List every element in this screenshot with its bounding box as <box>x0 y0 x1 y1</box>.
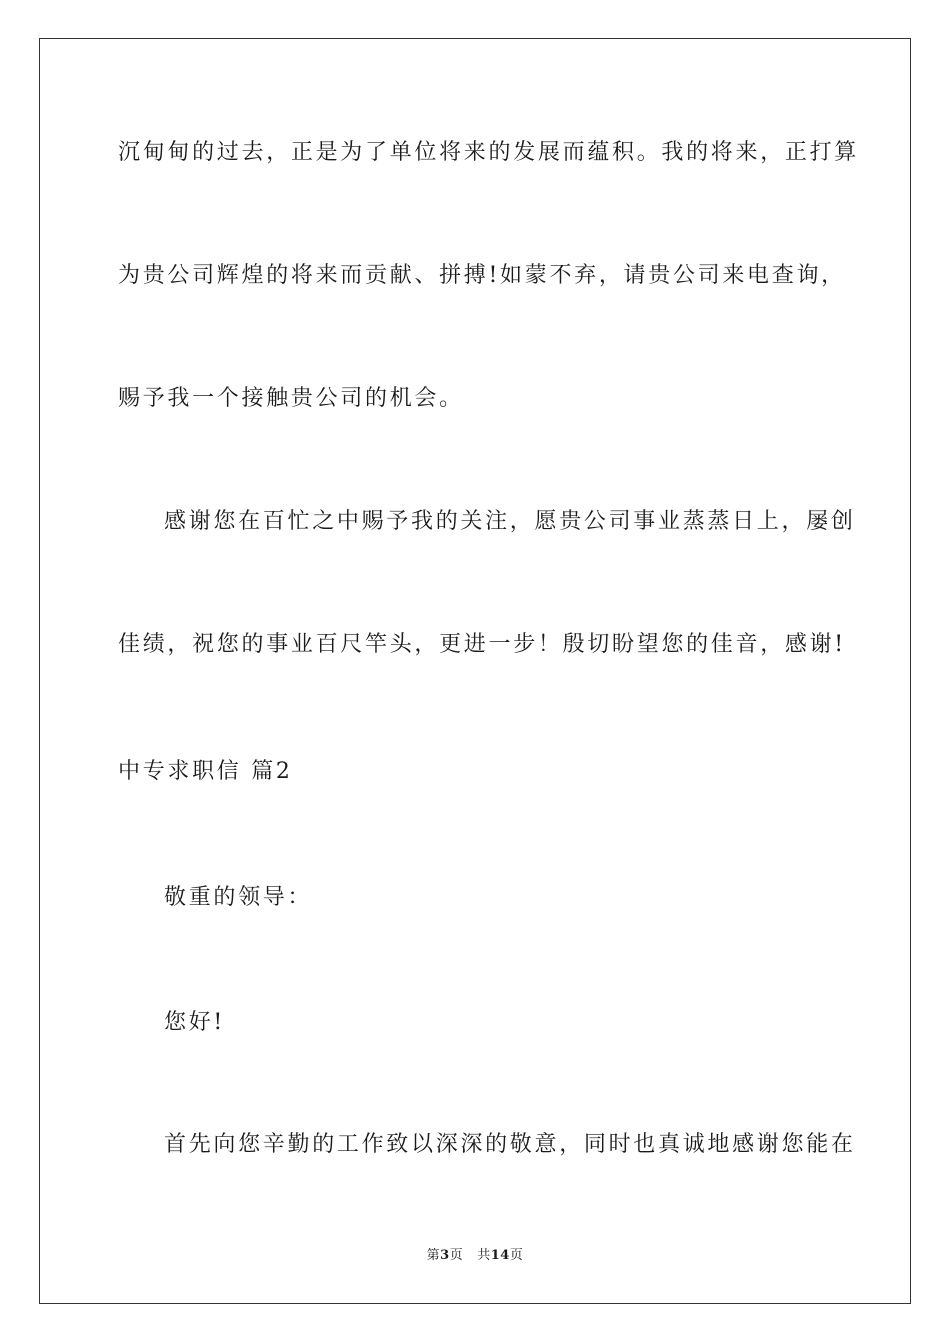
body-text-line: 佳绩，祝您的事业百尺竿头，更进一步！殷切盼望您的佳音，感谢! <box>118 632 846 657</box>
page-label-prefix: 第 <box>426 1248 441 1263</box>
page-border <box>39 38 911 1304</box>
greeting: 您好! <box>164 1010 225 1035</box>
body-text-line: 为贵公司辉煌的将来而贡献、拼搏!如蒙不弃，请贵公司来电查询， <box>118 263 846 288</box>
body-text-line: 赐予我一个接触贵公司的机会。 <box>118 386 464 411</box>
body-text-line: 感谢您在百忙之中赐予我的关注，愿贵公司事业蒸蒸日上，屡创 <box>164 509 856 534</box>
body-text-line: 首先向您辛勤的工作致以深深的敬意，同时也真诚地感谢您能在 <box>164 1132 856 1157</box>
total-label-prefix: 共 <box>477 1248 491 1263</box>
current-page-number: 3 <box>440 1248 450 1263</box>
page-label-suffix: 页 <box>449 1248 464 1263</box>
body-text-line: 沉甸甸的过去，正是为了单位将来的发展而蕴积。我的将来，正打算 <box>118 140 860 165</box>
salutation: 敬重的领导： <box>164 885 313 910</box>
page-footer <box>0 1247 950 1265</box>
section-heading: 中专求职信 篇2 <box>118 759 293 784</box>
total-label-suffix: 页 <box>509 1248 524 1263</box>
total-page-count: 14 <box>490 1248 510 1263</box>
